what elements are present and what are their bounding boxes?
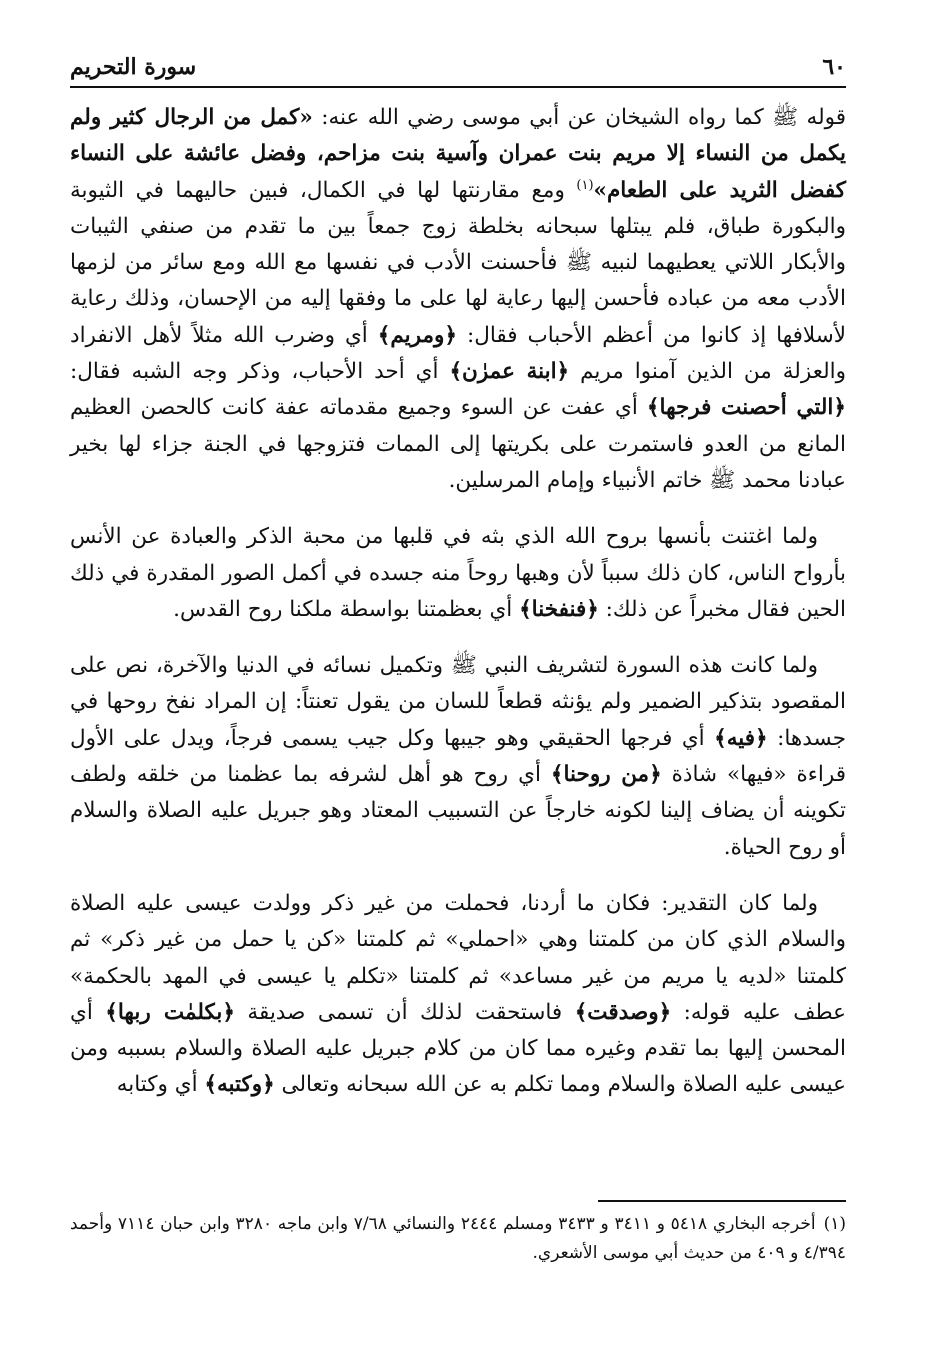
body-text: أي المحسن إليها بما تقدم وغيره مما كان من كلام جبريل عليه الصلاة والسلام بسببه ومن عيسى عليه الصلاة والسلام ومما تكلم به عن الله سبحانه وتعالى (70, 999, 846, 1098)
quote-text: ﴿التي أحصنت فرجها﴾ (646, 395, 846, 421)
quote-text: ﴿ابنة عمرٰن﴾ (449, 359, 570, 385)
body-text: أي روح هو أهل لشرفه بما عظمنا من خلقه ولطف تكوينه أن يضاف إلينا لكونه خارجاً عن التسبيب المعتاد وهو جبريل عليه الصلاة والسلام أو روح الحياة. (70, 762, 846, 860)
quote-text: ﴿بكلمٰت ربها﴾ (105, 999, 235, 1025)
body-text: أي فرجها الحقيقي وهو جيبها وكل جيب يسمى فرجاً، ويدل على الأول قراءة «فيها» شاذة (70, 725, 846, 788)
quote-text: ﴿فنفخنا﴾ (519, 596, 599, 622)
body-text: ولما كانت هذه السورة لتشريف النبي ﷺ وتكميل نسائه في الدنيا والآخرة، نص على المقصود بتذكير الضمير ولم يؤنثه قطعاً للسان من يقول تعنتاً: إن المراد نفخ روحها في جسدها: (70, 653, 846, 751)
body-text: أي وكتابه (116, 1072, 205, 1098)
body-text: أي أحد الأحباب، وذكر وجه الشبه فقال: (70, 359, 450, 385)
body-text: ومع مقارنتها لها في الكمال، فبين حاليهما في الثيوبة والبكورة طباق، فلم يبتلها سبحانه بخلطة زوج جمعاً بين ما تقدم من صنفي الثيبات والأبكار اللاتي يعطيهما لنبيه ﷺ فأحسنت الأدب في نفسها مع الله ومع سائر من لزمها الأدب معه من عباده فأحسن إليها رعاية لها على ما وفقها إليه من الإحسان، وذلك رعاية لأسلافها إذ كانوا من أعظم الأحباب فقال: (70, 177, 846, 348)
page-header (70, 50, 846, 88)
quote-text: ﴿من روحنا﴾ (550, 762, 662, 788)
body-text: قوله ﷺ كما رواه الشيخان عن أبي موسى رضي الله عنه: (312, 105, 847, 130)
paragraph (70, 886, 846, 1104)
page-number: ٦٠ (822, 54, 846, 80)
footnote-divider (598, 1200, 846, 1202)
paragraph (70, 648, 846, 866)
paragraph (70, 100, 846, 499)
body-text: ولما كان التقدير: فكان ما أردنا، فحملت من غير ذكر وولدت عيسى عليه الصلاة والسلام الذي كان من كلمتنا وهي «احملي» ثم كلمتنا «كن يا حمل من غير ذكر» ثم كلمتنا «لديه يا مريم من غير مساعد» ثم كلمتنا «تكلم يا عيسى في المهد بالحكمة» عطف عليه قوله: (70, 890, 847, 1025)
quote-text: ﴿فيه﴾ (714, 725, 768, 751)
body-text: أي بعظمتنا بواسطة ملكنا روح القدس. (173, 596, 520, 622)
body-text: ولما اغتنت بأنسها بروح الله الذي بثه في قلبها من محبة الذكر والعبادة عن الأنس بأرواح الناس، كان ذلك سبباً لأن وهبها روحاً منه جسده في أكمل الصور المقدرة في ذلك الحين فقال مخبراً عن ذلك: (70, 524, 846, 622)
body-text: فاستحقت لذلك أن تسمى صديقة (234, 999, 575, 1025)
footnote (70, 1210, 846, 1268)
quote-text: ﴿وصدقت﴾ (574, 999, 672, 1025)
footnote-text: أخرجه البخاري ٥٤١٨ و ٣٤١١ و ٣٤٣٣ ومسلم ٢٤٤٤ والنسائي ٧/٦٨ وابن ماجه ٣٢٨٠ وابن حبان ٧١١٤ وأحمد ٤/٣٩٤ و ٤٠٩ من حديث أبي موسى الأشعري. (70, 1214, 846, 1263)
quote-text: ﴿ومريم﴾ (377, 322, 457, 348)
quote-text: «كمل من الرجال كثير ولم يكمل من النساء إلا مريم بنت عمران وآسية بنت مزاحم، وفضل عائشة على النساء كفضل الثريد على الطعام» (70, 105, 846, 203)
page-body (70, 100, 846, 1124)
footnote-number: (١) (823, 1214, 846, 1234)
body-text: أي وضرب الله مثلاً لأهل الانفراد والعزلة من الذين آمنوا مريم (70, 322, 846, 385)
footnote-ref: (١) (576, 177, 594, 193)
paragraph (70, 519, 846, 628)
body-text: أي عفت عن السوء وجميع مقدماته عفة كانت كالحصن العظيم المانع من العدو فاستمرت على بكريتها إلى الممات فتزوجها في الجنة جزاء لها بخير عبادنا محمد ﷺ خاتم الأنبياء وإمام المرسلين. (70, 395, 846, 493)
quote-text: ﴿وكتبه﴾ (204, 1072, 275, 1098)
sura-title: سورة التحريم (70, 54, 197, 80)
